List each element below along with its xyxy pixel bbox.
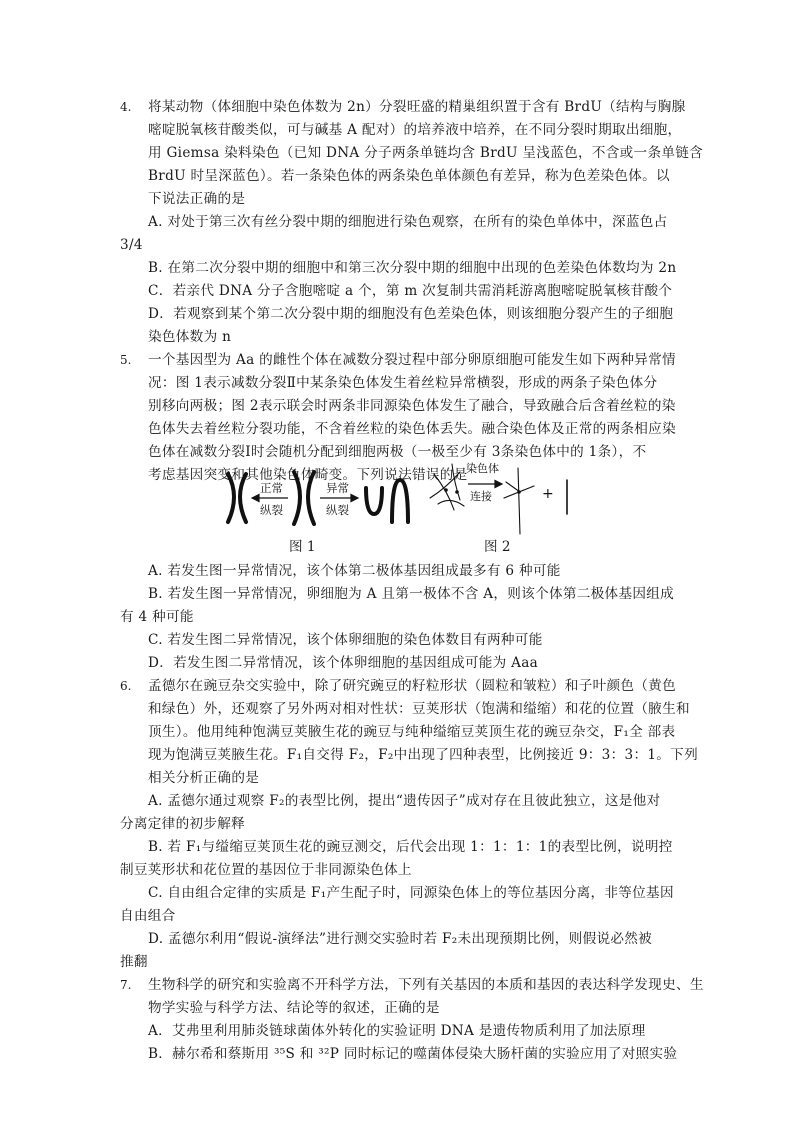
fig2-fused-chromosome-a [518, 468, 520, 534]
fig1-x-chromosome-b [308, 472, 314, 524]
fig2-plus-sign: + [542, 486, 554, 502]
figure-1-diagram [222, 466, 422, 530]
question-4-option-d-cont: 染色体数为 n [148, 329, 232, 345]
fig2-chromosome-1 [434, 474, 454, 510]
question-5-option-d: D．若发生图二异常情况，该个体卵细胞的基因组成可能为 Aaa [148, 655, 539, 671]
question-5-number: 5. [120, 353, 132, 367]
fig2-centromere-2 [455, 490, 459, 494]
question-5-option-a: A. 若发生图一异常情况，该个体第二极体基因组成最多有 6 种可能 [148, 563, 561, 579]
figure-2-caption: 图 2 [484, 539, 511, 555]
question-6-option-d: D. 孟德尔利用“假说-演绎法”进行测交实验时若 F₂未出现预期比例，则假说必然被 [148, 931, 653, 947]
question-6-stem-line-1: 孟德尔在豌豆杂交实验中，除了研究豌豆的籽粒形状（圆粒和皱粒）和子叶颜色（黄色 [148, 678, 676, 694]
fig1-arrow1-bottom: 纵裂 [260, 503, 283, 517]
question-6-stem-line-4: 现为饱满豆荚腋生花。F₁自交得 F₂，F₂中出现了四种表型，比例接近 9：3：3：1。下列 [148, 747, 698, 763]
fig2-chromosome-4 [452, 464, 460, 500]
figure-1-caption: 图 1 [289, 539, 316, 555]
question-6-option-a: A. 孟德尔通过观察 F₂的表型比例，提出“遗传因子”成对存在且彼此独立，这是他对 [148, 793, 661, 809]
fig2-fused-chromosome-c [506, 482, 520, 492]
question-4-option-c: C．若亲代 DNA 分子含胞嘧啶 a 个，第 m 次复制共需消耗游离胞嘧啶脱氧核苷酸个 [148, 283, 673, 299]
question-4-stem-line-3: 用 Giemsa 染料染色（已知 DNA 分子两条单链均含 BrdU 呈浅蓝色，不含或一条单链含 [148, 145, 704, 161]
question-5-stem-line-1: 一个基因型为 Aa 的雌性个体在减数分裂过程中部分卵原细胞可能发生如下两种异常情 [148, 352, 676, 368]
question-7-option-b: B．赫尔希和蔡斯用 ³⁵S 和 ³²P 同时标记的噬菌体侵染大肠杆菌的实验应用了对照实验 [148, 1046, 678, 1062]
fig1-chromatid-left [228, 474, 234, 522]
question-5-option-c: C. 若发生图二异常情况，该个体卵细胞的染色体数目有两种可能 [148, 632, 543, 648]
question-6-option-b-cont: 制豆荚形状和花位置的基因位于非同源染色体上 [120, 862, 412, 878]
question-7-option-a: A．艾弗里利用肺炎链球菌体外转化的实验证明 DNA 是遗传物质利用了加法原理 [148, 1023, 646, 1039]
question-6-stem-line-2: 和绿色）外，还观察了另外两对相对性状：豆荚形状（饱满和缢缩）和花的位置（腋生和 [148, 701, 690, 717]
question-4-stem-line-1: 将某动物（体细胞中染色体数为 2n）分裂旺盛的精巢组织置于含有 BrdU（结构与胸腺 [148, 99, 686, 115]
fig1-u-chromosome [366, 488, 382, 514]
question-4-option-a-cont: 3/4 [120, 237, 143, 253]
fig2-arrow-head [495, 481, 502, 488]
question-7-stem-line-2: 物学实验与科学方法、结论等的叙述，正确的是 [148, 1000, 440, 1016]
question-4-stem-line-5: 下说法正确的是 [148, 191, 246, 207]
question-6-option-c-cont: 自由组合 [120, 908, 176, 924]
question-4-option-d: D．若观察到某个第二次分裂中期的细胞没有色差染色体，则该细胞分裂产生的子细胞 [148, 306, 674, 322]
question-6-option-c: C. 自由组合定律的实质是 F₁产生配子时，同源染色体上的等位基因分离，非等位基因 [148, 885, 674, 901]
fig2-centromere-3 [517, 490, 521, 494]
fig1-n-chromosome [392, 480, 408, 522]
question-6-stem-line-3: 顶生）。他用纯种饱满豆荚腋生花的豌豆与纯种缢缩豆荚顶生花的豌豆杂交，F₁全 部表 [148, 724, 676, 740]
question-5-stem-line-6: 考虑基因突变和其他染色体畸变。下列说法错误的是 [148, 467, 468, 483]
question-6-option-d-cont: 推翻 [120, 954, 148, 970]
question-5-stem-line-3: 别移向两极；图 2表示联会时两条非同源染色体发生了融合，导致融合后含着丝粒的染 [148, 398, 676, 414]
question-5-option-b-cont: 有 4 种可能 [120, 609, 194, 625]
question-4-stem-line-4: BrdU 时呈深蓝色）。若一条染色体的两条染色单体颜色有差异，称为色差染色体。以 [148, 168, 670, 184]
question-4-option-b: B. 在第二次分裂中期的细胞中和第三次分裂中期的细胞中出现的色差染色体数均为 2n [148, 260, 677, 276]
fig1-arrow2-bottom: 纵裂 [326, 503, 349, 517]
question-4-stem-line-2: 嘧啶脱氧核苷酸类似，可与碱基 A 配对）的培养液中培养，在不同分裂时期取出细胞， [148, 122, 682, 138]
question-5-stem-line-4: 色体失去着丝粒分裂功能，不含着丝粒的染色体丢失。融合染色体及正常的两条相应染 [148, 421, 676, 437]
fig1-arrow-left-head [252, 495, 259, 502]
question-5-option-b: B. 若发生图一异常情况，卵细胞为 A 且第一极体不含 A，则该个体第二极体基因组成 [148, 586, 675, 602]
question-5-stem-line-2: 况：图 1表示减数分裂Ⅱ中某条染色体发生着丝粒异常横裂，形成的两条子染色体分 [148, 375, 658, 391]
figure-2-diagram [424, 458, 584, 538]
question-6-option-a-cont: 分离定律的初步解释 [120, 816, 246, 832]
fig1-arrow2-top: 异常 [326, 481, 349, 495]
question-7-number: 7. [120, 978, 132, 992]
fig2-arrow-top: 染色体 [466, 462, 499, 475]
question-7-stem-line-1: 生物科学的研究和实验离不开科学方法，下列有关基因的本质和基因的表达科学发现史、生 [148, 977, 704, 993]
question-6-number: 6. [120, 679, 132, 693]
question-6-stem-line-5: 相关分析正确的是 [148, 770, 260, 786]
fig1-x-chromosome-a [294, 472, 300, 524]
fig2-arrow-bottom: 连接 [470, 490, 492, 503]
question-5-stem-line-5: 色体在减数分裂Ⅰ时会随机分配到细胞两极（一极至少有 3条染色体中的 1条），不 [148, 444, 647, 460]
question-6-option-b: B. 若 F₁与缢缩豆荚顶生花的豌豆测交，后代会出现 1：1：1：1的表型比例，说明控 [148, 839, 673, 855]
fig1-chromatid-right [240, 474, 246, 522]
question-4-option-a: A. 对处于第三次有丝分裂中期的细胞进行染色观察，在所有的染色单体中，深蓝色占 [148, 214, 668, 230]
fig2-centromere-1 [444, 488, 448, 492]
question-4-number: 4. [120, 100, 132, 114]
fig1-arrow-right-head [351, 495, 358, 502]
fig1-arrow1-top: 正常 [260, 481, 283, 495]
